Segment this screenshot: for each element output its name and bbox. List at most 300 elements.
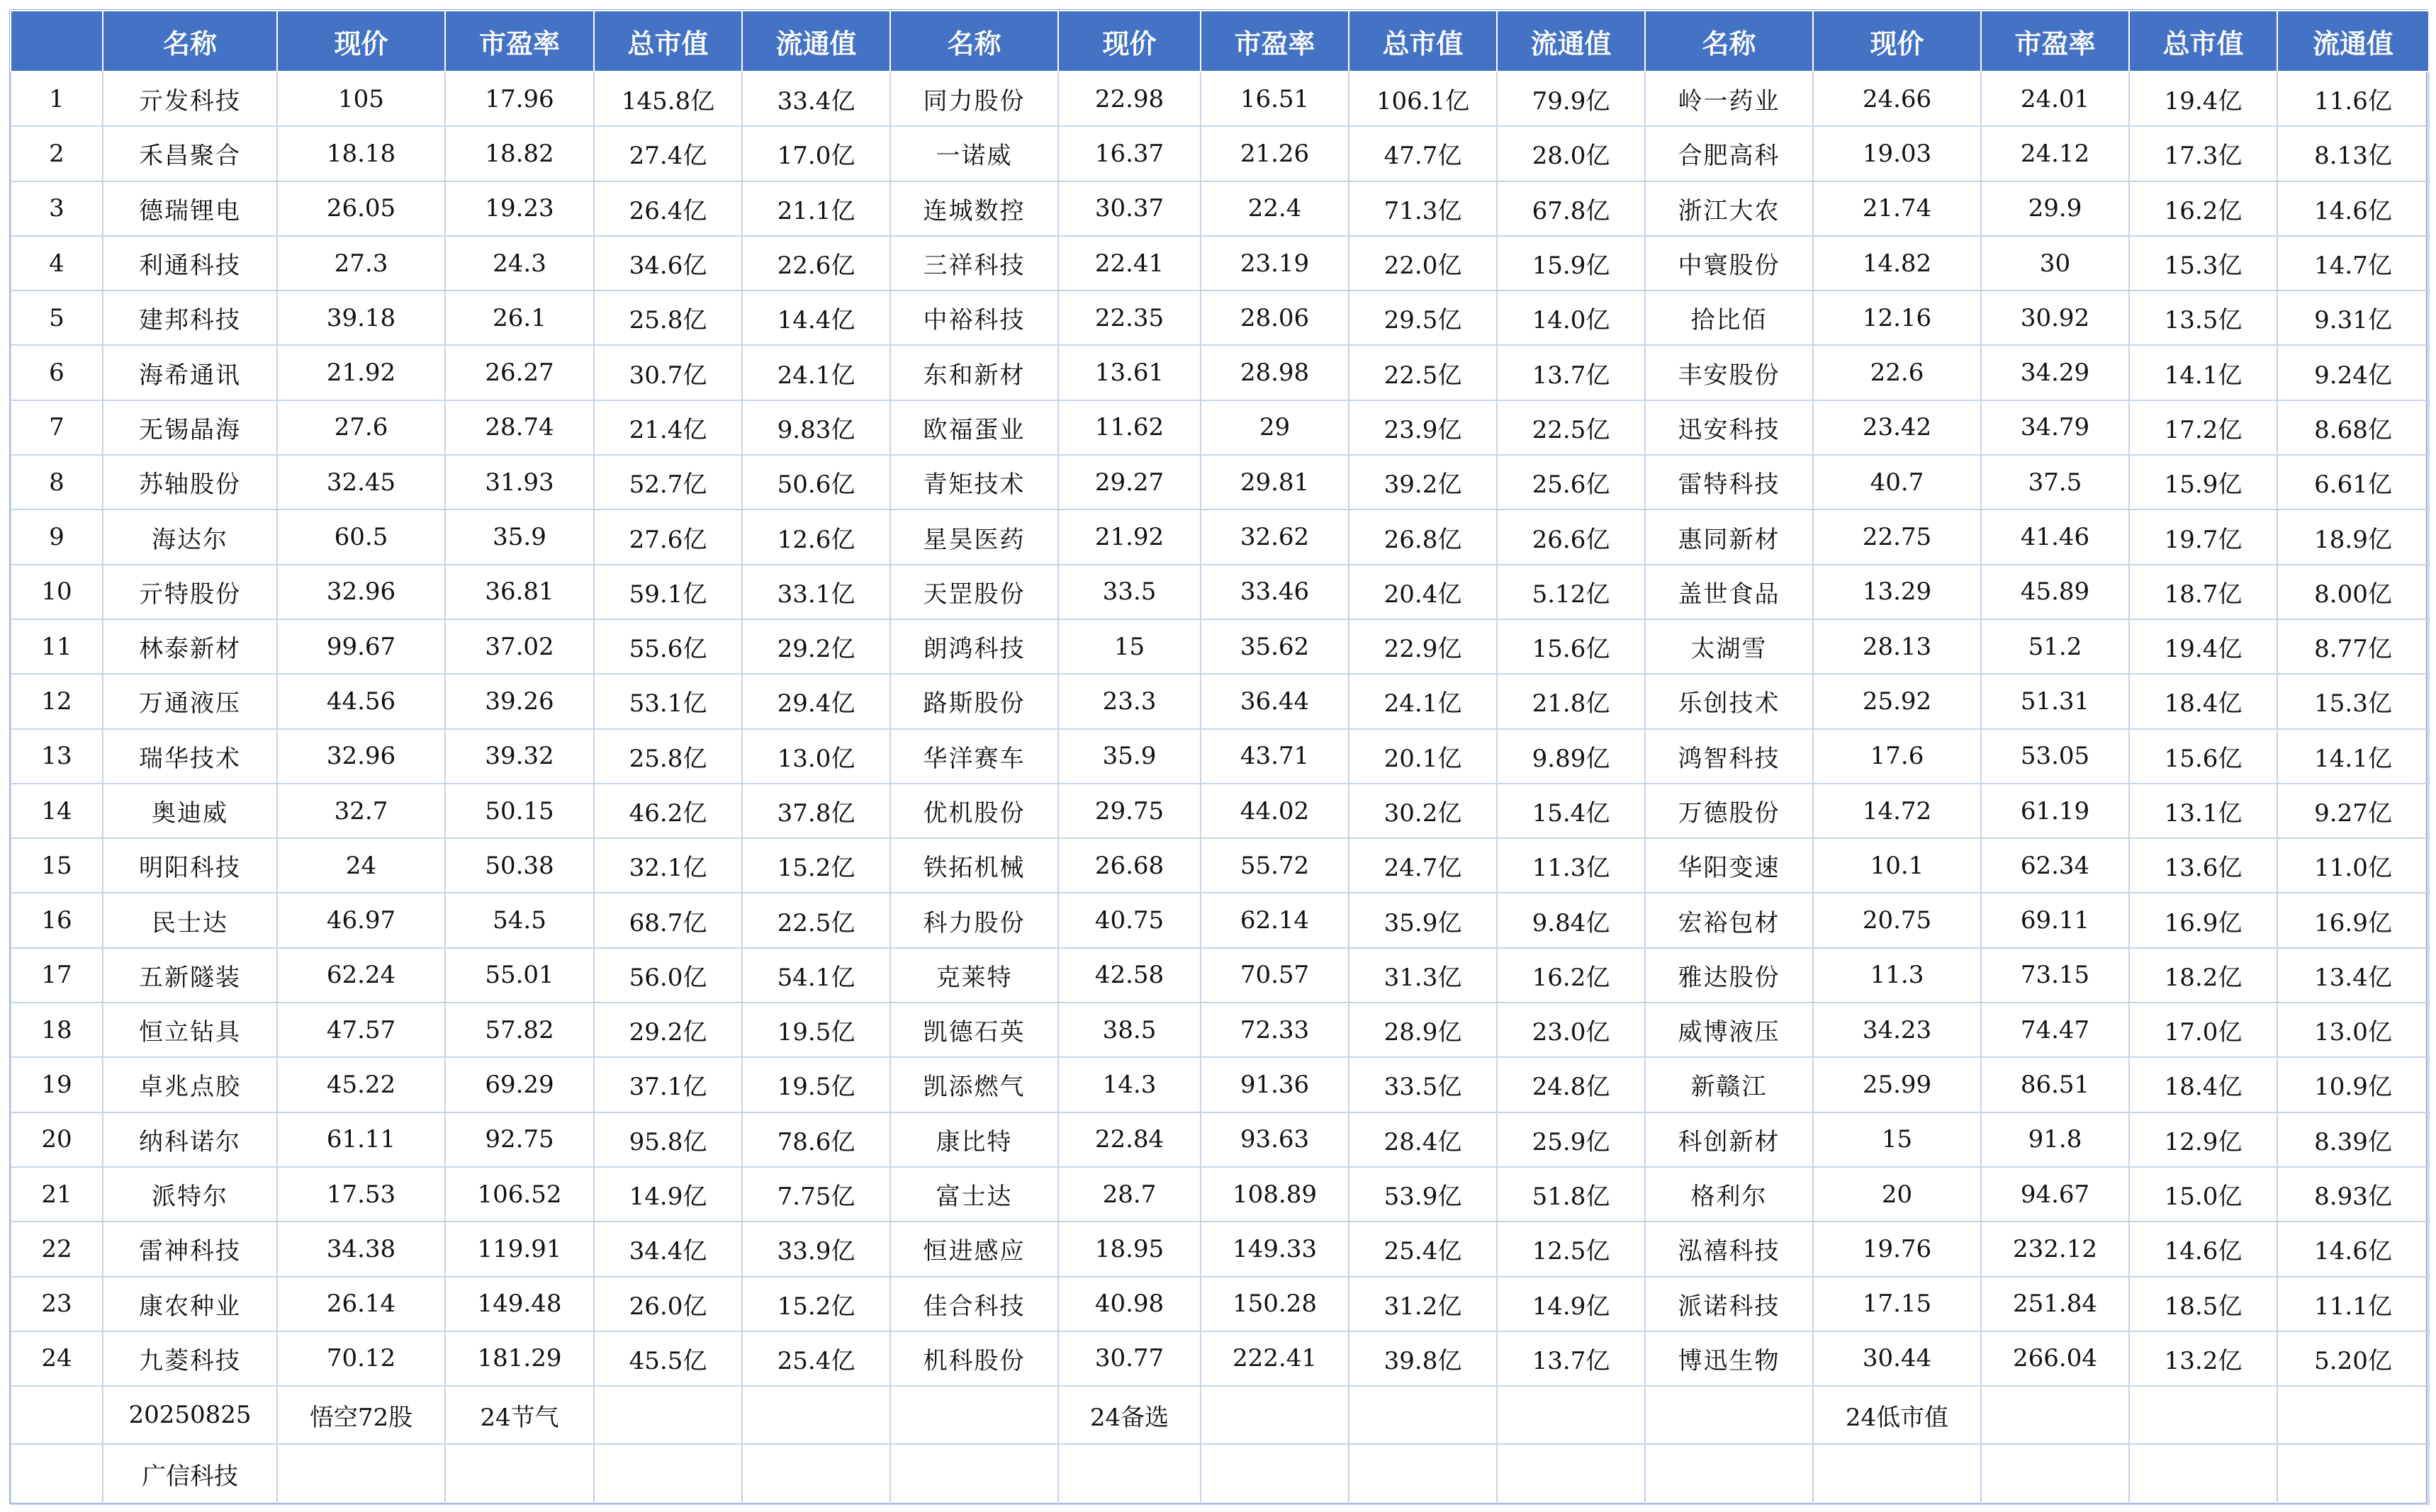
value-cell[interactable]: 99.67 bbox=[277, 619, 445, 674]
stock-name-cell[interactable]: 五新隧装 bbox=[103, 948, 277, 1003]
row-index-cell[interactable]: 17 bbox=[11, 948, 103, 1003]
value-cell[interactable]: 9.89亿 bbox=[1497, 729, 1645, 784]
footer-cell[interactable]: 24备选 bbox=[1058, 1386, 1201, 1444]
value-cell[interactable]: 21.74 bbox=[1813, 181, 1981, 236]
value-cell[interactable]: 222.41 bbox=[1201, 1331, 1349, 1386]
value-cell[interactable]: 29.81 bbox=[1201, 455, 1349, 509]
value-cell[interactable]: 14.82 bbox=[1813, 236, 1981, 290]
value-cell[interactable]: 22.5亿 bbox=[742, 893, 890, 947]
row-index-cell[interactable]: 7 bbox=[11, 400, 103, 455]
stock-name-cell[interactable]: 连城数控 bbox=[890, 181, 1058, 236]
value-cell[interactable]: 28.13 bbox=[1813, 619, 1981, 674]
stock-name-cell[interactable]: 德瑞锂电 bbox=[103, 181, 277, 236]
value-cell[interactable]: 45.5亿 bbox=[594, 1331, 742, 1386]
value-cell[interactable]: 8.00亿 bbox=[2277, 565, 2429, 619]
stock-name-cell[interactable]: 乐创技术 bbox=[1645, 674, 1813, 728]
stock-name-cell[interactable]: 一诺威 bbox=[890, 126, 1058, 181]
value-cell[interactable]: 30.2亿 bbox=[1349, 784, 1497, 838]
value-cell[interactable]: 32.7 bbox=[277, 784, 445, 838]
footer-cell[interactable]: 悟空72股 bbox=[277, 1386, 445, 1444]
row-index-cell[interactable]: 5 bbox=[11, 290, 103, 345]
stock-name-cell[interactable]: 朗鸿科技 bbox=[890, 619, 1058, 674]
footer-cell[interactable] bbox=[1813, 1444, 1981, 1504]
value-cell[interactable]: 14.72 bbox=[1813, 784, 1981, 838]
value-cell[interactable]: 29 bbox=[1201, 400, 1349, 455]
table-row[interactable] bbox=[11, 400, 2429, 455]
value-cell[interactable]: 57.82 bbox=[445, 1003, 594, 1057]
value-cell[interactable]: 29.75 bbox=[1058, 784, 1201, 838]
value-cell[interactable]: 26.8亿 bbox=[1349, 509, 1497, 564]
footer-cell[interactable] bbox=[277, 1444, 445, 1504]
value-cell[interactable]: 18.7亿 bbox=[2129, 565, 2277, 619]
value-cell[interactable]: 8.93亿 bbox=[2277, 1167, 2429, 1222]
value-cell[interactable]: 22.5亿 bbox=[1349, 345, 1497, 400]
value-cell[interactable]: 18.18 bbox=[277, 126, 445, 181]
stock-name-cell[interactable]: 纳科诺尔 bbox=[103, 1112, 277, 1167]
value-cell[interactable]: 79.9亿 bbox=[1497, 72, 1645, 126]
value-cell[interactable]: 47.57 bbox=[277, 1003, 445, 1057]
value-cell[interactable]: 27.6 bbox=[277, 400, 445, 455]
value-cell[interactable]: 54.1亿 bbox=[742, 948, 890, 1003]
table-row[interactable] bbox=[11, 893, 2429, 947]
value-cell[interactable]: 18.4亿 bbox=[2129, 674, 2277, 728]
value-cell[interactable]: 26.4亿 bbox=[594, 181, 742, 236]
value-cell[interactable]: 106.52 bbox=[445, 1167, 594, 1222]
value-cell[interactable]: 93.63 bbox=[1201, 1112, 1349, 1167]
stock-name-cell[interactable]: 青矩技术 bbox=[890, 455, 1058, 509]
value-cell[interactable]: 232.12 bbox=[1981, 1222, 2129, 1276]
value-cell[interactable]: 74.47 bbox=[1981, 1003, 2129, 1057]
stock-name-cell[interactable]: 凯德石英 bbox=[890, 1003, 1058, 1057]
value-cell[interactable]: 5.20亿 bbox=[2277, 1331, 2429, 1386]
footer-cell[interactable] bbox=[594, 1444, 742, 1504]
value-cell[interactable]: 37.5 bbox=[1981, 455, 2129, 509]
value-cell[interactable]: 18.95 bbox=[1058, 1222, 1201, 1276]
value-cell[interactable]: 34.23 bbox=[1813, 1003, 1981, 1057]
stock-name-cell[interactable]: 康比特 bbox=[890, 1112, 1058, 1167]
stock-name-cell[interactable]: 亓发科技 bbox=[103, 72, 277, 126]
value-cell[interactable]: 22.35 bbox=[1058, 290, 1201, 345]
value-cell[interactable]: 11.3亿 bbox=[1497, 838, 1645, 893]
value-cell[interactable]: 27.4亿 bbox=[594, 126, 742, 181]
stock-name-cell[interactable]: 利通科技 bbox=[103, 236, 277, 290]
value-cell[interactable]: 19.4亿 bbox=[2129, 619, 2277, 674]
value-cell[interactable]: 8.39亿 bbox=[2277, 1112, 2429, 1167]
stock-name-cell[interactable]: 卓兆点胶 bbox=[103, 1057, 277, 1112]
value-cell[interactable]: 16.2亿 bbox=[2129, 181, 2277, 236]
value-cell[interactable]: 24.66 bbox=[1813, 72, 1981, 126]
value-cell[interactable]: 50.38 bbox=[445, 838, 594, 893]
value-cell[interactable]: 16.9亿 bbox=[2277, 893, 2429, 947]
table-row[interactable] bbox=[11, 565, 2429, 619]
value-cell[interactable]: 13.0亿 bbox=[2277, 1003, 2429, 1057]
value-cell[interactable]: 33.46 bbox=[1201, 565, 1349, 619]
stock-name-cell[interactable]: 泓禧科技 bbox=[1645, 1222, 1813, 1276]
value-cell[interactable]: 23.19 bbox=[1201, 236, 1349, 290]
value-cell[interactable]: 19.5亿 bbox=[742, 1003, 890, 1057]
value-cell[interactable]: 251.84 bbox=[1981, 1277, 2129, 1331]
stock-name-cell[interactable]: 瑞华技术 bbox=[103, 729, 277, 784]
value-cell[interactable]: 22.4 bbox=[1201, 181, 1349, 236]
stock-name-cell[interactable]: 同力股份 bbox=[890, 72, 1058, 126]
value-cell[interactable]: 22.6 bbox=[1813, 345, 1981, 400]
value-cell[interactable]: 26.14 bbox=[277, 1277, 445, 1331]
value-cell[interactable]: 23.9亿 bbox=[1349, 400, 1497, 455]
stock-name-cell[interactable]: 九菱科技 bbox=[103, 1331, 277, 1386]
footer-cell[interactable] bbox=[1201, 1386, 1349, 1444]
value-cell[interactable]: 43.71 bbox=[1201, 729, 1349, 784]
value-cell[interactable]: 72.33 bbox=[1201, 1003, 1349, 1057]
value-cell[interactable]: 34.79 bbox=[1981, 400, 2129, 455]
value-cell[interactable]: 15 bbox=[1813, 1112, 1981, 1167]
value-cell[interactable]: 15.0亿 bbox=[2129, 1167, 2277, 1222]
value-cell[interactable]: 24.1亿 bbox=[1349, 674, 1497, 728]
value-cell[interactable]: 21.92 bbox=[1058, 509, 1201, 564]
value-cell[interactable]: 35.62 bbox=[1201, 619, 1349, 674]
value-cell[interactable]: 11.62 bbox=[1058, 400, 1201, 455]
stock-name-cell[interactable]: 科创新材 bbox=[1645, 1112, 1813, 1167]
stock-name-cell[interactable]: 博迅生物 bbox=[1645, 1331, 1813, 1386]
footer-cell[interactable] bbox=[2129, 1386, 2277, 1444]
value-cell[interactable]: 12.5亿 bbox=[1497, 1222, 1645, 1276]
value-cell[interactable]: 14.7亿 bbox=[2277, 236, 2429, 290]
value-cell[interactable]: 40.7 bbox=[1813, 455, 1981, 509]
column-header[interactable]: 流通值 bbox=[1497, 11, 1645, 72]
value-cell[interactable]: 9.24亿 bbox=[2277, 345, 2429, 400]
value-cell[interactable]: 38.5 bbox=[1058, 1003, 1201, 1057]
value-cell[interactable]: 34.29 bbox=[1981, 345, 2129, 400]
value-cell[interactable]: 24 bbox=[277, 838, 445, 893]
value-cell[interactable]: 17.6 bbox=[1813, 729, 1981, 784]
value-cell[interactable]: 9.31亿 bbox=[2277, 290, 2429, 345]
value-cell[interactable]: 8.13亿 bbox=[2277, 126, 2429, 181]
value-cell[interactable]: 55.72 bbox=[1201, 838, 1349, 893]
stock-name-cell[interactable]: 太湖雪 bbox=[1645, 619, 1813, 674]
table-row[interactable] bbox=[11, 455, 2429, 509]
column-header[interactable]: 名称 bbox=[890, 11, 1058, 72]
value-cell[interactable]: 46.2亿 bbox=[594, 784, 742, 838]
column-header[interactable]: 现价 bbox=[1058, 11, 1201, 72]
value-cell[interactable]: 15.4亿 bbox=[1497, 784, 1645, 838]
stock-name-cell[interactable]: 浙江大农 bbox=[1645, 181, 1813, 236]
value-cell[interactable]: 29.2亿 bbox=[594, 1003, 742, 1057]
row-index-cell[interactable]: 9 bbox=[11, 509, 103, 564]
value-cell[interactable]: 25.92 bbox=[1813, 674, 1981, 728]
value-cell[interactable]: 59.1亿 bbox=[594, 565, 742, 619]
column-header[interactable]: 总市值 bbox=[2129, 11, 2277, 72]
row-index-cell[interactable]: 16 bbox=[11, 893, 103, 947]
stock-name-cell[interactable]: 康农种业 bbox=[103, 1277, 277, 1331]
value-cell[interactable]: 119.91 bbox=[445, 1222, 594, 1276]
value-cell[interactable]: 40.98 bbox=[1058, 1277, 1201, 1331]
value-cell[interactable]: 266.04 bbox=[1981, 1331, 2129, 1386]
value-cell[interactable]: 13.4亿 bbox=[2277, 948, 2429, 1003]
row-index-cell[interactable]: 12 bbox=[11, 674, 103, 728]
value-cell[interactable]: 12.16 bbox=[1813, 290, 1981, 345]
value-cell[interactable]: 29.9 bbox=[1981, 181, 2129, 236]
footer-cell[interactable] bbox=[742, 1444, 890, 1504]
value-cell[interactable]: 25.8亿 bbox=[594, 729, 742, 784]
value-cell[interactable]: 18.4亿 bbox=[2129, 1057, 2277, 1112]
table-row[interactable] bbox=[11, 509, 2429, 564]
value-cell[interactable]: 25.4亿 bbox=[742, 1331, 890, 1386]
value-cell[interactable]: 22.5亿 bbox=[1497, 400, 1645, 455]
value-cell[interactable]: 31.2亿 bbox=[1349, 1277, 1497, 1331]
footer-cell[interactable] bbox=[1201, 1444, 1349, 1504]
footer-cell[interactable] bbox=[1645, 1386, 1813, 1444]
stock-name-cell[interactable]: 凯添燃气 bbox=[890, 1057, 1058, 1112]
value-cell[interactable]: 6.61亿 bbox=[2277, 455, 2429, 509]
value-cell[interactable]: 22.98 bbox=[1058, 72, 1201, 126]
value-cell[interactable]: 11.0亿 bbox=[2277, 838, 2429, 893]
footer-cell[interactable] bbox=[445, 1444, 594, 1504]
value-cell[interactable]: 53.05 bbox=[1981, 729, 2129, 784]
stock-name-cell[interactable]: 迅安科技 bbox=[1645, 400, 1813, 455]
value-cell[interactable]: 25.8亿 bbox=[594, 290, 742, 345]
value-cell[interactable]: 94.67 bbox=[1981, 1167, 2129, 1222]
value-cell[interactable]: 39.2亿 bbox=[1349, 455, 1497, 509]
value-cell[interactable]: 70.12 bbox=[277, 1331, 445, 1386]
stock-name-cell[interactable]: 合肥高科 bbox=[1645, 126, 1813, 181]
stock-name-cell[interactable]: 鸿智科技 bbox=[1645, 729, 1813, 784]
table-row[interactable] bbox=[11, 290, 2429, 345]
stock-name-cell[interactable]: 中寰股份 bbox=[1645, 236, 1813, 290]
value-cell[interactable]: 32.96 bbox=[277, 565, 445, 619]
value-cell[interactable]: 14.1亿 bbox=[2129, 345, 2277, 400]
value-cell[interactable]: 19.03 bbox=[1813, 126, 1981, 181]
column-header[interactable]: 现价 bbox=[277, 11, 445, 72]
table-row[interactable] bbox=[11, 1003, 2429, 1057]
stock-name-cell[interactable]: 华阳变速 bbox=[1645, 838, 1813, 893]
value-cell[interactable]: 24.3 bbox=[445, 236, 594, 290]
footer-cell[interactable] bbox=[1645, 1444, 1813, 1504]
value-cell[interactable]: 62.34 bbox=[1981, 838, 2129, 893]
value-cell[interactable]: 92.75 bbox=[445, 1112, 594, 1167]
value-cell[interactable]: 14.0亿 bbox=[1497, 290, 1645, 345]
stock-name-cell[interactable]: 万德股份 bbox=[1645, 784, 1813, 838]
value-cell[interactable]: 39.18 bbox=[277, 290, 445, 345]
value-cell[interactable]: 53.9亿 bbox=[1349, 1167, 1497, 1222]
value-cell[interactable]: 24.7亿 bbox=[1349, 838, 1497, 893]
value-cell[interactable]: 20.4亿 bbox=[1349, 565, 1497, 619]
value-cell[interactable]: 17.15 bbox=[1813, 1277, 1981, 1331]
row-index-cell[interactable]: 23 bbox=[11, 1277, 103, 1331]
row-index-cell[interactable]: 22 bbox=[11, 1222, 103, 1276]
value-cell[interactable]: 55.01 bbox=[445, 948, 594, 1003]
value-cell[interactable]: 91.36 bbox=[1201, 1057, 1349, 1112]
table-row[interactable] bbox=[11, 1167, 2429, 1222]
value-cell[interactable]: 86.51 bbox=[1981, 1057, 2129, 1112]
table-row[interactable] bbox=[11, 838, 2429, 893]
value-cell[interactable]: 24.12 bbox=[1981, 126, 2129, 181]
stock-name-cell[interactable]: 丰安股份 bbox=[1645, 345, 1813, 400]
value-cell[interactable]: 23.42 bbox=[1813, 400, 1981, 455]
value-cell[interactable]: 45.22 bbox=[277, 1057, 445, 1112]
stock-name-cell[interactable]: 克莱特 bbox=[890, 948, 1058, 1003]
value-cell[interactable]: 19.5亿 bbox=[742, 1057, 890, 1112]
footer-cell[interactable] bbox=[890, 1444, 1058, 1504]
value-cell[interactable]: 14.9亿 bbox=[594, 1167, 742, 1222]
stock-name-cell[interactable]: 无锡晶海 bbox=[103, 400, 277, 455]
footer-cell[interactable] bbox=[1981, 1444, 2129, 1504]
value-cell[interactable]: 150.28 bbox=[1201, 1277, 1349, 1331]
value-cell[interactable]: 51.31 bbox=[1981, 674, 2129, 728]
value-cell[interactable]: 19.4亿 bbox=[2129, 72, 2277, 126]
table-row[interactable] bbox=[11, 1112, 2429, 1167]
column-header[interactable]: 市盈率 bbox=[445, 11, 594, 72]
stock-name-cell[interactable]: 奥迪威 bbox=[103, 784, 277, 838]
stock-name-cell[interactable]: 机科股份 bbox=[890, 1331, 1058, 1386]
value-cell[interactable]: 29.4亿 bbox=[742, 674, 890, 728]
stock-name-cell[interactable]: 欧福蛋业 bbox=[890, 400, 1058, 455]
stock-name-cell[interactable]: 万通液压 bbox=[103, 674, 277, 728]
value-cell[interactable]: 14.9亿 bbox=[1497, 1277, 1645, 1331]
table-row[interactable] bbox=[11, 948, 2429, 1003]
value-cell[interactable]: 32.62 bbox=[1201, 509, 1349, 564]
value-cell[interactable]: 28.06 bbox=[1201, 290, 1349, 345]
value-cell[interactable]: 15.3亿 bbox=[2277, 674, 2429, 728]
table-row[interactable] bbox=[11, 619, 2429, 674]
value-cell[interactable]: 56.0亿 bbox=[594, 948, 742, 1003]
value-cell[interactable]: 108.89 bbox=[1201, 1167, 1349, 1222]
value-cell[interactable]: 37.8亿 bbox=[742, 784, 890, 838]
table-row[interactable] bbox=[11, 236, 2429, 290]
column-header[interactable]: 名称 bbox=[103, 11, 277, 72]
stock-name-cell[interactable]: 天罡股份 bbox=[890, 565, 1058, 619]
value-cell[interactable]: 17.2亿 bbox=[2129, 400, 2277, 455]
row-index-cell[interactable]: 11 bbox=[11, 619, 103, 674]
value-cell[interactable]: 22.75 bbox=[1813, 509, 1981, 564]
value-cell[interactable]: 17.0亿 bbox=[2129, 1003, 2277, 1057]
stock-name-cell[interactable]: 盖世食品 bbox=[1645, 565, 1813, 619]
row-index-cell[interactable]: 6 bbox=[11, 345, 103, 400]
value-cell[interactable]: 22.84 bbox=[1058, 1112, 1201, 1167]
value-cell[interactable]: 36.81 bbox=[445, 565, 594, 619]
value-cell[interactable]: 50.6亿 bbox=[742, 455, 890, 509]
value-cell[interactable]: 15.6亿 bbox=[2129, 729, 2277, 784]
stock-name-cell[interactable]: 亓特股份 bbox=[103, 565, 277, 619]
value-cell[interactable]: 20 bbox=[1813, 1167, 1981, 1222]
value-cell[interactable]: 14.6亿 bbox=[2277, 1222, 2429, 1276]
value-cell[interactable]: 34.38 bbox=[277, 1222, 445, 1276]
value-cell[interactable]: 32.96 bbox=[277, 729, 445, 784]
row-index-cell[interactable]: 10 bbox=[11, 565, 103, 619]
row-index-cell[interactable]: 2 bbox=[11, 126, 103, 181]
footer-cell[interactable] bbox=[11, 1386, 103, 1444]
value-cell[interactable]: 44.02 bbox=[1201, 784, 1349, 838]
value-cell[interactable]: 15.3亿 bbox=[2129, 236, 2277, 290]
footer-cell[interactable] bbox=[594, 1386, 742, 1444]
table-row[interactable] bbox=[11, 674, 2429, 728]
value-cell[interactable]: 21.4亿 bbox=[594, 400, 742, 455]
column-header[interactable]: 市盈率 bbox=[1201, 11, 1349, 72]
value-cell[interactable]: 51.2 bbox=[1981, 619, 2129, 674]
row-index-cell[interactable]: 15 bbox=[11, 838, 103, 893]
value-cell[interactable]: 28.7 bbox=[1058, 1167, 1201, 1222]
row-index-cell[interactable]: 21 bbox=[11, 1167, 103, 1222]
value-cell[interactable]: 30.7亿 bbox=[594, 345, 742, 400]
value-cell[interactable]: 14.6亿 bbox=[2277, 181, 2429, 236]
value-cell[interactable]: 33.1亿 bbox=[742, 565, 890, 619]
stock-name-cell[interactable]: 派诺科技 bbox=[1645, 1277, 1813, 1331]
column-header[interactable]: 名称 bbox=[1645, 11, 1813, 72]
stock-name-cell[interactable]: 海达尔 bbox=[103, 509, 277, 564]
value-cell[interactable]: 30.92 bbox=[1981, 290, 2129, 345]
value-cell[interactable]: 16.2亿 bbox=[1497, 948, 1645, 1003]
value-cell[interactable]: 30.44 bbox=[1813, 1331, 1981, 1386]
value-cell[interactable]: 30 bbox=[1981, 236, 2129, 290]
value-cell[interactable]: 19.76 bbox=[1813, 1222, 1981, 1276]
value-cell[interactable]: 44.56 bbox=[277, 674, 445, 728]
stock-name-cell[interactable]: 优机股份 bbox=[890, 784, 1058, 838]
value-cell[interactable]: 14.6亿 bbox=[2129, 1222, 2277, 1276]
stock-name-cell[interactable]: 富士达 bbox=[890, 1167, 1058, 1222]
row-index-cell[interactable]: 24 bbox=[11, 1331, 103, 1386]
value-cell[interactable]: 13.5亿 bbox=[2129, 290, 2277, 345]
value-cell[interactable]: 18.82 bbox=[445, 126, 594, 181]
value-cell[interactable]: 12.6亿 bbox=[742, 509, 890, 564]
value-cell[interactable]: 37.1亿 bbox=[594, 1057, 742, 1112]
stock-name-cell[interactable]: 路斯股份 bbox=[890, 674, 1058, 728]
row-index-cell[interactable]: 13 bbox=[11, 729, 103, 784]
row-index-cell[interactable]: 1 bbox=[11, 72, 103, 126]
table-row[interactable] bbox=[11, 1331, 2429, 1386]
stock-name-cell[interactable]: 东和新材 bbox=[890, 345, 1058, 400]
value-cell[interactable]: 39.8亿 bbox=[1349, 1331, 1497, 1386]
value-cell[interactable]: 18.5亿 bbox=[2129, 1277, 2277, 1331]
footer-cell[interactable] bbox=[890, 1386, 1058, 1444]
row-index-cell[interactable]: 8 bbox=[11, 455, 103, 509]
value-cell[interactable]: 35.9 bbox=[445, 509, 594, 564]
table-row[interactable] bbox=[11, 126, 2429, 181]
table-row[interactable] bbox=[11, 784, 2429, 838]
value-cell[interactable]: 69.11 bbox=[1981, 893, 2129, 947]
value-cell[interactable]: 15.9亿 bbox=[2129, 455, 2277, 509]
value-cell[interactable]: 26.1 bbox=[445, 290, 594, 345]
value-cell[interactable]: 41.46 bbox=[1981, 509, 2129, 564]
value-cell[interactable]: 28.4亿 bbox=[1349, 1112, 1497, 1167]
value-cell[interactable]: 26.27 bbox=[445, 345, 594, 400]
table-row[interactable] bbox=[11, 345, 2429, 400]
footer-cell[interactable] bbox=[1058, 1444, 1201, 1504]
stock-name-cell[interactable]: 苏轴股份 bbox=[103, 455, 277, 509]
value-cell[interactable]: 15.9亿 bbox=[1497, 236, 1645, 290]
value-cell[interactable]: 19.23 bbox=[445, 181, 594, 236]
value-cell[interactable]: 62.14 bbox=[1201, 893, 1349, 947]
footer-cell[interactable] bbox=[1497, 1444, 1645, 1504]
footer-cell[interactable]: 20250825 bbox=[103, 1386, 277, 1444]
value-cell[interactable]: 19.7亿 bbox=[2129, 509, 2277, 564]
value-cell[interactable]: 24.8亿 bbox=[1497, 1057, 1645, 1112]
value-cell[interactable]: 60.5 bbox=[277, 509, 445, 564]
value-cell[interactable]: 35.9亿 bbox=[1349, 893, 1497, 947]
value-cell[interactable]: 70.57 bbox=[1201, 948, 1349, 1003]
value-cell[interactable]: 149.48 bbox=[445, 1277, 594, 1331]
footer-cell[interactable] bbox=[1497, 1386, 1645, 1444]
value-cell[interactable]: 68.7亿 bbox=[594, 893, 742, 947]
value-cell[interactable]: 14.3 bbox=[1058, 1057, 1201, 1112]
stock-name-cell[interactable]: 林泰新材 bbox=[103, 619, 277, 674]
row-index-cell[interactable]: 3 bbox=[11, 181, 103, 236]
stock-name-cell[interactable]: 格利尔 bbox=[1645, 1167, 1813, 1222]
row-index-cell[interactable]: 18 bbox=[11, 1003, 103, 1057]
value-cell[interactable]: 5.12亿 bbox=[1497, 565, 1645, 619]
footer-cell[interactable]: 24节气 bbox=[445, 1386, 594, 1444]
stock-name-cell[interactable]: 威博液压 bbox=[1645, 1003, 1813, 1057]
value-cell[interactable]: 26.68 bbox=[1058, 838, 1201, 893]
footer-cell[interactable] bbox=[742, 1386, 890, 1444]
table-row[interactable] bbox=[11, 72, 2429, 126]
